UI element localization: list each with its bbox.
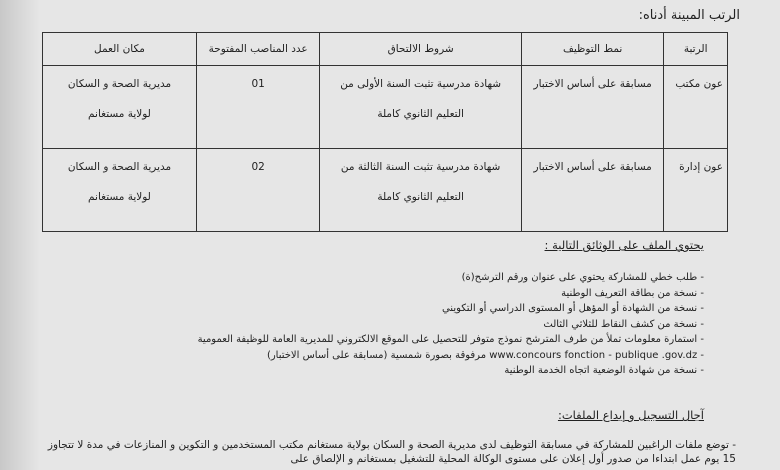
header-mode: نمط التوظيف: [521, 33, 663, 66]
row-conditions-line1: شهادة مدرسية تثبت السنة الثالثة من: [340, 161, 501, 173]
row-place-line2: لولاية مستغانم: [88, 108, 151, 120]
row-rank: عون إدارة: [679, 161, 723, 173]
row-count: 02: [251, 161, 265, 173]
row-place-line2: لولاية مستغانم: [88, 191, 151, 203]
page-heading: الرتب المبينة أدناه:: [638, 8, 740, 23]
list-item: - www.concours fonction - publique .gov.dz مرفوقة بصورة شمسية (مسابقة على أساس الاختبار): [104, 348, 704, 364]
list-item: - استمارة معلومات تملأ من طرف المترشح نموذج متوفر للتحصيل على الموقع الالكتروني للمديرية العامة للوظيفة العمومية: [104, 332, 704, 348]
row-mode: مسابقة على أساس الاختبار: [533, 161, 652, 173]
row-mode: مسابقة على أساس الاختبار: [533, 78, 652, 90]
deadline-section-title: آجال التسجيل و إيداع الملفات:: [557, 408, 704, 422]
header-count: عدد المناصب المفتوحة: [196, 33, 319, 66]
positions-table: [42, 32, 728, 232]
row-conditions-line2: التعليم الثانوي كاملة: [377, 108, 464, 120]
documents-list: [104, 270, 704, 379]
table-header-row: [43, 33, 728, 66]
list-item: - نسخة من شهادة الوضعية اتجاه الخدمة الوطنية: [104, 363, 704, 379]
row-count: 01: [251, 78, 265, 90]
row-conditions-line1: شهادة مدرسية تثبت السنة الأولى من: [340, 78, 502, 90]
header-rank: الرتبة: [664, 33, 728, 66]
header-place: مكان العمل: [43, 33, 197, 66]
list-item: - طلب خطي للمشاركة يحتوي على عنوان ورقم الترشح(ة): [104, 270, 704, 286]
scan-shadow: [0, 0, 40, 470]
table-row: [43, 66, 728, 149]
header-conditions: شروط الالتحاق: [320, 33, 522, 66]
deadline-paragraph: - توضع ملفات الراغبين للمشاركة في مسابقة التوظيف لدى مديرية الصحة و السكان بولاية مستغانم مكتب المستخدمين و التكوين و المنازعات في مدة لا تتجاوز 15 يوم عمل ابتداءا من صدور أول إعلان على مستوى الوكالة المحلية للتشغيل بمستغانم و الإلصاق على: [47, 439, 736, 465]
row-place-line1: مديرية الصحة و السكان: [67, 161, 172, 173]
table-row: [43, 149, 728, 232]
docs-section-title: يحتوي الملف على الوثائق التالية :: [544, 238, 704, 252]
list-item: - نسخة من كشف النقاط للثلاثي الثالث: [104, 317, 704, 333]
list-item: - نسخة من الشهادة أو المؤهل أو المستوى الدراسي أو التكويني: [104, 301, 704, 317]
row-rank: عون مكتب: [675, 78, 723, 90]
row-conditions-line2: التعليم الثانوي كاملة: [377, 191, 464, 203]
row-place-line1: مديرية الصحة و السكان: [67, 78, 172, 90]
list-item: - نسخة من بطاقة التعريف الوطنية: [104, 286, 704, 302]
